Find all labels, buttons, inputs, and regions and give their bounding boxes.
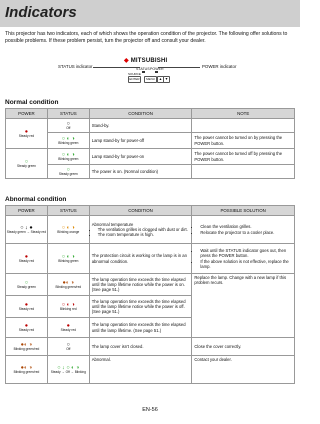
- list-item: • Wait until the STATUS indicator goes out, then press the POWER button.: [200, 248, 292, 258]
- condition-cell: The lamp operation time exceeds the time elapsed until the lamp lifetime notice while the power is on. (See page 51.): [89, 274, 192, 296]
- status-lamp-icon: ●: [66, 322, 70, 329]
- power-lamp-icon: ○: [24, 158, 29, 165]
- status-cell: ● Steady red: [47, 318, 89, 338]
- solution-cell: Contact your dealer.: [192, 356, 295, 384]
- condition-cell: The lamp cover isn't closed.: [89, 338, 192, 356]
- list-item: • Clean the ventilation grilles.: [200, 224, 292, 229]
- source-label: SOURCE: [128, 72, 141, 76]
- status-lamp-icon: ○ ↓ ○ ◐ ◑: [57, 364, 80, 371]
- power-cell: ●◐ ◑ Blinking green/red: [6, 338, 48, 356]
- status-cell: ●◐ ◑ Blinking green/red: [47, 274, 89, 296]
- column-header: NOTE: [192, 109, 295, 119]
- solution-cell: [192, 216, 295, 244]
- status-lamp-icon: ○: [66, 120, 70, 127]
- power-lamp-icon: ●◐ ◑: [20, 341, 33, 348]
- column-header: POWER: [6, 109, 48, 119]
- list-item: • The ventilation grilles is clogged with dust or dirt.: [98, 227, 190, 232]
- power-cell: ● Steady red: [6, 244, 48, 274]
- status-cell: ○ ↓ ○ ◐ ◑ Steady → Off → Blinking: [47, 356, 89, 384]
- list-item: • Relocate the projector to a cooler place.: [200, 230, 292, 235]
- table-row: [6, 165, 295, 179]
- table-header-row: [6, 206, 295, 216]
- column-header: POSSIBLE SOLUTION: [192, 206, 295, 216]
- arrow-up-icon[interactable]: ▲: [158, 77, 163, 81]
- menu-button[interactable]: MENU: [144, 76, 157, 83]
- table-row: [6, 119, 295, 133]
- table-row: [6, 274, 295, 296]
- power-lamp-icon: ●: [24, 322, 29, 329]
- column-header: STATUS: [47, 109, 89, 119]
- status-cell: ○ ◐ ◑ Blinking green: [47, 244, 89, 274]
- power-callout-line: [158, 67, 200, 68]
- table-row: [6, 338, 295, 356]
- table-header-row: [6, 109, 295, 119]
- power-cell: ○ Steady green: [6, 149, 48, 179]
- power-lamp-icon: ○: [24, 279, 29, 286]
- status-cell: ○ ◐ ◑ Blinking green: [47, 133, 89, 149]
- arrow-down-icon[interactable]: ▼: [164, 77, 169, 81]
- table-row: [6, 133, 295, 149]
- indicator-panel-illustration: [100, 57, 200, 87]
- list-item: • If the above solution is not effective, replace the lamp.: [200, 259, 292, 269]
- power-lamp-icon: ●◐ ◑: [20, 364, 33, 371]
- condition-cell: Stand-by.: [89, 119, 192, 133]
- column-header: POWER: [6, 206, 48, 216]
- power-lamp-icon: ○ ↓ ●: [20, 224, 33, 231]
- status-lamp-icon: ○ ◐ ◑: [61, 301, 75, 308]
- power-led: [155, 71, 158, 73]
- solution-cell: Close the cover correctly.: [192, 338, 295, 356]
- condition-cell: The protection circuit is working or the lamp is in an abnormal condition.: [89, 244, 192, 274]
- status-led: [142, 71, 145, 73]
- normal-condition-table: [5, 108, 295, 179]
- power-cell: ● Steady red: [6, 119, 48, 149]
- status-lamp-icon: ○: [66, 166, 70, 173]
- solution-cell: Replace the lamp. Change with a new lamp if this problem recurs.: [192, 274, 295, 338]
- status-label: STATUS: [136, 67, 150, 71]
- status-cell: ○ Off: [47, 119, 89, 133]
- power-cell: ○ Steady green: [6, 274, 48, 296]
- power-indicator-callout: POWER indicator: [202, 64, 237, 69]
- status-cell: ○ Off: [47, 338, 89, 356]
- status-cell: ○ ◐ ◑ Blinking green: [47, 149, 89, 165]
- note-cell: The power cannot be turned on by pressing the POWER button.: [192, 133, 295, 149]
- column-header: STATUS: [47, 206, 89, 216]
- table-row: [6, 149, 295, 165]
- table-row: [6, 244, 295, 274]
- table-row: [6, 216, 295, 244]
- normal-condition-heading: Normal condition: [5, 99, 59, 106]
- solution-cell: [192, 244, 295, 274]
- condition-cell: The lamp operation time exceeds the time elapsed until the lamp lifetime notice while the power is off. (See page 51.): [89, 296, 192, 318]
- page-header: [0, 0, 300, 27]
- power-cell: ○ ↓ ● Steady green → Steady red: [6, 216, 48, 244]
- power-cell: ● Steady red: [6, 296, 48, 318]
- note-cell: [192, 165, 295, 179]
- status-cell: ○ ◐ ◑ Blinking red: [47, 296, 89, 318]
- status-cell: ○ ◐ ◑ Blinking orange: [47, 216, 89, 244]
- status-callout-line: [93, 67, 140, 68]
- table-row: [6, 356, 295, 384]
- condition-cell: The power is on. (Normal condition): [89, 165, 192, 179]
- status-lamp-icon: ○: [66, 341, 70, 348]
- condition-cell: Lamp stand-by for power-on: [89, 149, 192, 165]
- status-lamp-icon: ○ ◐ ◑: [61, 224, 75, 231]
- condition-cell: Lamp stand-by for power-off: [89, 133, 192, 149]
- status-indicator-callout: STATUS indicator: [58, 64, 93, 69]
- page-number: EN-56: [142, 407, 158, 413]
- status-lamp-icon: ○ ◐ ◑: [61, 151, 75, 158]
- status-lamp-icon: ○ ◐ ◑: [61, 253, 75, 260]
- condition-cell: Abnormal.: [89, 356, 192, 384]
- power-cell: ●◐ ◑ Blinking green/red: [6, 356, 48, 384]
- status-lamp-icon: ●◐ ◑: [62, 279, 75, 286]
- note-cell: The power cannot be turned off by pressing the POWER button.: [192, 149, 295, 165]
- abnormal-condition-heading: Abnormal condition: [5, 196, 67, 203]
- power-lamp-icon: ●: [24, 128, 29, 135]
- intro-text: This projector has two indicators, each of which shows the operation condition of the projector. The following offer solutions to possible problems. If these problem persist, turn the projector off and consult your dealer.: [5, 31, 288, 44]
- column-header: CONDITION: [89, 109, 192, 119]
- column-header: CONDITION: [89, 206, 192, 216]
- brand-logo: ◆ MITSUBISHI: [124, 58, 168, 64]
- abnormal-condition-table: [5, 205, 295, 384]
- status-lamp-icon: ○ ◐ ◑: [61, 135, 75, 142]
- condition-cell: Abnormal temperature • The ventilation grilles is clogged with dust or dirt. • The room temperature is high.: [89, 216, 192, 244]
- power-label: POWER: [150, 67, 164, 71]
- power-lamp-icon: ●: [24, 301, 29, 308]
- list-item: • The room temperature is high.: [98, 232, 190, 237]
- enter-button[interactable]: ENTER: [129, 77, 140, 81]
- page-title: Indicators: [5, 4, 77, 21]
- note-cell: [192, 119, 295, 133]
- mitsubishi-logo-icon: ◆: [124, 58, 129, 64]
- status-cell: ○ Steady green: [47, 165, 89, 179]
- condition-cell: The lamp operation time exceeds the time elapsed until the lamp lifetime. (See page 51.): [89, 318, 192, 338]
- power-cell: ● Steady red: [6, 318, 48, 338]
- power-lamp-icon: ●: [24, 253, 29, 260]
